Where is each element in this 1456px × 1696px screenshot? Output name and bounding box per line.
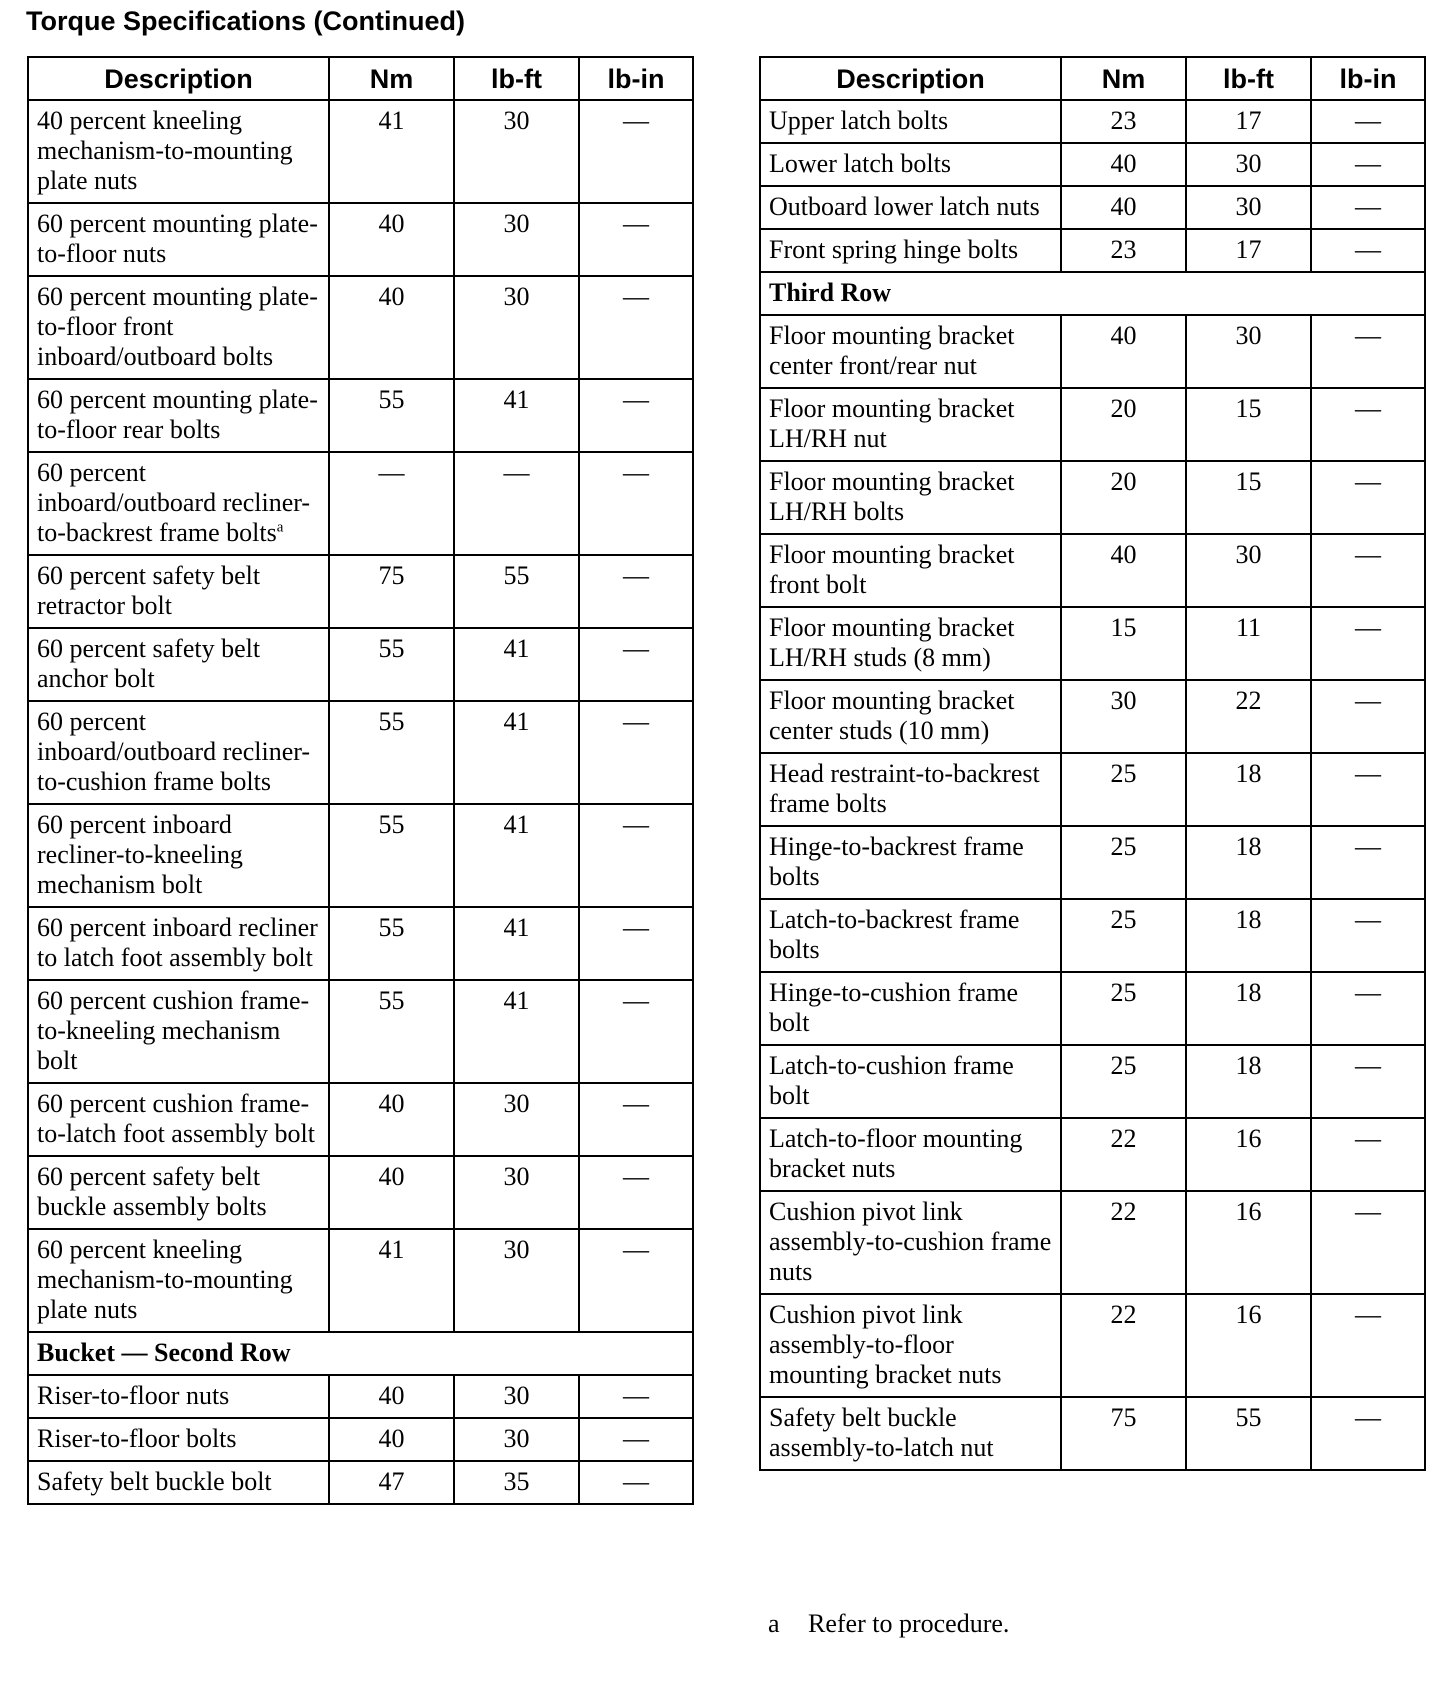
row-lbin: — bbox=[1311, 1118, 1425, 1191]
row-lbin: — bbox=[579, 1461, 693, 1504]
row-description: 60 percent cushion frame-to-latch foot assembly bolt bbox=[28, 1083, 329, 1156]
row-lbin: — bbox=[1311, 680, 1425, 753]
row-lbft: 30 bbox=[454, 100, 579, 203]
section-header-row bbox=[28, 1332, 693, 1375]
row-lbft: 30 bbox=[1186, 186, 1311, 229]
section-header-row bbox=[760, 272, 1425, 315]
row-description: Floor mounting bracket center studs (10 mm) bbox=[760, 680, 1061, 753]
row-nm: 30 bbox=[1061, 680, 1186, 753]
row-description: Floor mounting bracket LH/RH studs (8 mm) bbox=[760, 607, 1061, 680]
row-description: 60 percent inboard recliner to latch foot assembly bolt bbox=[28, 907, 329, 980]
row-nm: 55 bbox=[329, 980, 454, 1083]
row-description: Riser-to-floor nuts bbox=[28, 1375, 329, 1418]
row-description: Front spring hinge bolts bbox=[760, 229, 1061, 272]
table-row bbox=[28, 628, 693, 701]
row-lbin: — bbox=[1311, 186, 1425, 229]
row-description: Latch-to-backrest frame bolts bbox=[760, 899, 1061, 972]
row-lbft: 16 bbox=[1186, 1294, 1311, 1397]
row-description: Latch-to-cushion frame bolt bbox=[760, 1045, 1061, 1118]
row-nm: 40 bbox=[1061, 534, 1186, 607]
table-row bbox=[28, 1229, 693, 1332]
row-lbft: 22 bbox=[1186, 680, 1311, 753]
row-lbft: 16 bbox=[1186, 1191, 1311, 1294]
row-nm: 20 bbox=[1061, 388, 1186, 461]
table-row bbox=[760, 972, 1425, 1045]
row-description: 60 percent kneeling mechanism-to-mounting plate nuts bbox=[28, 1229, 329, 1332]
row-lbft: 30 bbox=[1186, 315, 1311, 388]
row-lbin: — bbox=[579, 980, 693, 1083]
row-lbin: — bbox=[579, 1375, 693, 1418]
row-lbft: 41 bbox=[454, 628, 579, 701]
row-lbin: — bbox=[1311, 534, 1425, 607]
torque-table-right bbox=[759, 56, 1426, 1471]
row-lbin: — bbox=[1311, 388, 1425, 461]
row-description: 60 percent safety belt buckle assembly bolts bbox=[28, 1156, 329, 1229]
row-lbft: 41 bbox=[454, 980, 579, 1083]
row-lbft: — bbox=[454, 452, 579, 555]
table-row bbox=[760, 229, 1425, 272]
row-description: 60 percent mounting plate-to-floor front inboard/outboard bolts bbox=[28, 276, 329, 379]
row-nm: 22 bbox=[1061, 1294, 1186, 1397]
row-lbft: 18 bbox=[1186, 899, 1311, 972]
row-lbin: — bbox=[579, 1156, 693, 1229]
table-row bbox=[28, 276, 693, 379]
row-lbin: — bbox=[1311, 315, 1425, 388]
row-description: 60 percent safety belt anchor bolt bbox=[28, 628, 329, 701]
row-description: Safety belt buckle assembly-to-latch nut bbox=[760, 1397, 1061, 1470]
row-nm: 25 bbox=[1061, 899, 1186, 972]
table-row bbox=[760, 1191, 1425, 1294]
row-lbin: — bbox=[1311, 1045, 1425, 1118]
table-row bbox=[28, 701, 693, 804]
row-description: Hinge-to-backrest frame bolts bbox=[760, 826, 1061, 899]
row-nm: 25 bbox=[1061, 826, 1186, 899]
row-lbft: 18 bbox=[1186, 826, 1311, 899]
row-description: Hinge-to-cushion frame bolt bbox=[760, 972, 1061, 1045]
table-row bbox=[760, 534, 1425, 607]
row-lbft: 41 bbox=[454, 379, 579, 452]
row-lbin: — bbox=[1311, 100, 1425, 143]
column-header-description: Description bbox=[760, 57, 1061, 100]
row-nm: 75 bbox=[329, 555, 454, 628]
row-lbin: — bbox=[1311, 461, 1425, 534]
row-description-cell bbox=[28, 452, 329, 555]
section-header-bucket-second-row: Bucket — Second Row bbox=[28, 1332, 693, 1375]
row-nm: 40 bbox=[329, 276, 454, 379]
row-description: 60 percent mounting plate-to-floor nuts bbox=[28, 203, 329, 276]
table-row bbox=[28, 907, 693, 980]
page-title: Torque Specifications (Continued) bbox=[26, 6, 466, 36]
row-lbft: 18 bbox=[1186, 753, 1311, 826]
table-row bbox=[28, 1461, 693, 1504]
row-lbft: 30 bbox=[454, 1229, 579, 1332]
table-row bbox=[28, 980, 693, 1083]
row-lbin: — bbox=[579, 1083, 693, 1156]
footnote-text: Refer to procedure. bbox=[808, 1609, 1010, 1638]
row-nm: 55 bbox=[329, 628, 454, 701]
row-nm: 22 bbox=[1061, 1191, 1186, 1294]
table-row bbox=[28, 1156, 693, 1229]
row-description: 60 percent safety belt retractor bolt bbox=[28, 555, 329, 628]
row-nm: 22 bbox=[1061, 1118, 1186, 1191]
torque-table-left bbox=[27, 56, 694, 1505]
table-row bbox=[760, 186, 1425, 229]
row-lbin: — bbox=[1311, 1191, 1425, 1294]
table-row bbox=[28, 1083, 693, 1156]
row-lbin: — bbox=[579, 628, 693, 701]
table-row bbox=[28, 1375, 693, 1418]
section-header-third-row: Third Row bbox=[760, 272, 1425, 315]
row-lbin: — bbox=[579, 701, 693, 804]
table-row bbox=[760, 899, 1425, 972]
table-row bbox=[760, 680, 1425, 753]
row-nm: 40 bbox=[329, 203, 454, 276]
row-nm: 55 bbox=[329, 701, 454, 804]
row-description: Outboard lower latch nuts bbox=[760, 186, 1061, 229]
row-nm: 23 bbox=[1061, 229, 1186, 272]
table-row bbox=[760, 461, 1425, 534]
row-nm: 25 bbox=[1061, 753, 1186, 826]
row-lbin: — bbox=[579, 804, 693, 907]
row-description: Head restraint-to-backrest frame bolts bbox=[760, 753, 1061, 826]
row-lbin: — bbox=[1311, 899, 1425, 972]
row-nm: 40 bbox=[1061, 186, 1186, 229]
row-description: Cushion pivot link assembly-to-floor mounting bracket nuts bbox=[760, 1294, 1061, 1397]
row-lbft: 41 bbox=[454, 701, 579, 804]
row-nm: 75 bbox=[1061, 1397, 1186, 1470]
table-row bbox=[760, 388, 1425, 461]
table-row bbox=[28, 555, 693, 628]
row-nm: 25 bbox=[1061, 1045, 1186, 1118]
column-header-nm: Nm bbox=[329, 57, 454, 100]
row-lbin: — bbox=[1311, 972, 1425, 1045]
row-lbft: 30 bbox=[454, 1083, 579, 1156]
row-description: 60 percent inboard recliner-to-kneeling mechanism bolt bbox=[28, 804, 329, 907]
table-row bbox=[760, 1294, 1425, 1397]
table-row bbox=[28, 379, 693, 452]
row-nm: 25 bbox=[1061, 972, 1186, 1045]
row-lbft: 30 bbox=[454, 1418, 579, 1461]
row-description: 60 percent mounting plate-to-floor rear bolts bbox=[28, 379, 329, 452]
row-nm: 40 bbox=[1061, 315, 1186, 388]
row-lbin: — bbox=[579, 276, 693, 379]
row-nm: 55 bbox=[329, 379, 454, 452]
table-header-row bbox=[28, 57, 693, 100]
row-description: 60 percent inboard/outboard recliner-to-cushion frame bolts bbox=[28, 701, 329, 804]
row-lbft: 30 bbox=[454, 1156, 579, 1229]
row-nm: 41 bbox=[329, 1229, 454, 1332]
row-description: Cushion pivot link assembly-to-cushion frame nuts bbox=[760, 1191, 1061, 1294]
row-description: Upper latch bolts bbox=[760, 100, 1061, 143]
row-description: Lower latch bolts bbox=[760, 143, 1061, 186]
row-lbft: 30 bbox=[454, 276, 579, 379]
row-lbin: — bbox=[1311, 753, 1425, 826]
footnote-letter: a bbox=[768, 1609, 780, 1638]
table-header-row bbox=[760, 57, 1425, 100]
row-lbft: 30 bbox=[454, 1375, 579, 1418]
table-row bbox=[760, 753, 1425, 826]
row-lbin: — bbox=[1311, 1397, 1425, 1470]
row-lbin: — bbox=[579, 907, 693, 980]
table-row bbox=[28, 100, 693, 203]
column-header-lbft: lb-ft bbox=[1186, 57, 1311, 100]
row-description: 40 percent kneeling mechanism-to-mounting plate nuts bbox=[28, 100, 329, 203]
row-description: Floor mounting bracket LH/RH bolts bbox=[760, 461, 1061, 534]
row-lbin: — bbox=[579, 1229, 693, 1332]
column-header-lbft: lb-ft bbox=[454, 57, 579, 100]
row-lbft: 17 bbox=[1186, 100, 1311, 143]
row-lbft: 18 bbox=[1186, 972, 1311, 1045]
row-lbft: 41 bbox=[454, 907, 579, 980]
row-lbft: 18 bbox=[1186, 1045, 1311, 1118]
footnote-marker: a bbox=[276, 519, 284, 536]
row-nm: 23 bbox=[1061, 100, 1186, 143]
table-row bbox=[760, 607, 1425, 680]
row-nm: 40 bbox=[329, 1083, 454, 1156]
row-lbin: — bbox=[579, 555, 693, 628]
table-row bbox=[760, 1118, 1425, 1191]
table-row bbox=[28, 452, 693, 555]
row-description: Floor mounting bracket LH/RH nut bbox=[760, 388, 1061, 461]
row-lbin: — bbox=[579, 1418, 693, 1461]
row-nm: 40 bbox=[329, 1375, 454, 1418]
row-description: Floor mounting bracket center front/rear nut bbox=[760, 315, 1061, 388]
table-row bbox=[28, 804, 693, 907]
table-row bbox=[28, 203, 693, 276]
row-lbft: 15 bbox=[1186, 461, 1311, 534]
row-lbft: 41 bbox=[454, 804, 579, 907]
table-row bbox=[760, 1397, 1425, 1470]
column-header-description: Description bbox=[28, 57, 329, 100]
row-lbft: 55 bbox=[1186, 1397, 1311, 1470]
row-nm: — bbox=[329, 452, 454, 555]
row-nm: 41 bbox=[329, 100, 454, 203]
table-row bbox=[760, 100, 1425, 143]
row-nm: 40 bbox=[329, 1156, 454, 1229]
footnote bbox=[768, 1609, 1009, 1639]
row-lbft: 15 bbox=[1186, 388, 1311, 461]
row-lbin: — bbox=[1311, 143, 1425, 186]
row-lbft: 16 bbox=[1186, 1118, 1311, 1191]
row-nm: 55 bbox=[329, 907, 454, 980]
row-lbin: — bbox=[1311, 826, 1425, 899]
row-lbin: — bbox=[579, 203, 693, 276]
row-description: 60 percent inboard/outboard recliner-to-backrest frame bolts bbox=[37, 458, 311, 547]
row-lbft: 35 bbox=[454, 1461, 579, 1504]
row-nm: 47 bbox=[329, 1461, 454, 1504]
row-lbft: 11 bbox=[1186, 607, 1311, 680]
table-row bbox=[28, 1418, 693, 1461]
row-lbin: — bbox=[1311, 1294, 1425, 1397]
row-lbin: — bbox=[579, 452, 693, 555]
row-lbft: 30 bbox=[1186, 143, 1311, 186]
row-lbin: — bbox=[1311, 607, 1425, 680]
row-nm: 15 bbox=[1061, 607, 1186, 680]
row-lbin: — bbox=[1311, 229, 1425, 272]
row-nm: 55 bbox=[329, 804, 454, 907]
row-description: Safety belt buckle bolt bbox=[28, 1461, 329, 1504]
column-header-lbin: lb-in bbox=[579, 57, 693, 100]
row-description: Latch-to-floor mounting bracket nuts bbox=[760, 1118, 1061, 1191]
row-nm: 40 bbox=[1061, 143, 1186, 186]
row-description: 60 percent cushion frame-to-kneeling mechanism bolt bbox=[28, 980, 329, 1083]
table-row bbox=[760, 315, 1425, 388]
row-lbft: 17 bbox=[1186, 229, 1311, 272]
column-header-lbin: lb-in bbox=[1311, 57, 1425, 100]
row-lbft: 55 bbox=[454, 555, 579, 628]
table-row bbox=[760, 1045, 1425, 1118]
row-nm: 20 bbox=[1061, 461, 1186, 534]
row-description: Riser-to-floor bolts bbox=[28, 1418, 329, 1461]
row-description: Floor mounting bracket front bolt bbox=[760, 534, 1061, 607]
table-row bbox=[760, 143, 1425, 186]
row-lbft: 30 bbox=[454, 203, 579, 276]
row-lbin: — bbox=[579, 379, 693, 452]
row-nm: 40 bbox=[329, 1418, 454, 1461]
row-lbft: 30 bbox=[1186, 534, 1311, 607]
row-lbin: — bbox=[579, 100, 693, 203]
table-row bbox=[760, 826, 1425, 899]
column-header-nm: Nm bbox=[1061, 57, 1186, 100]
